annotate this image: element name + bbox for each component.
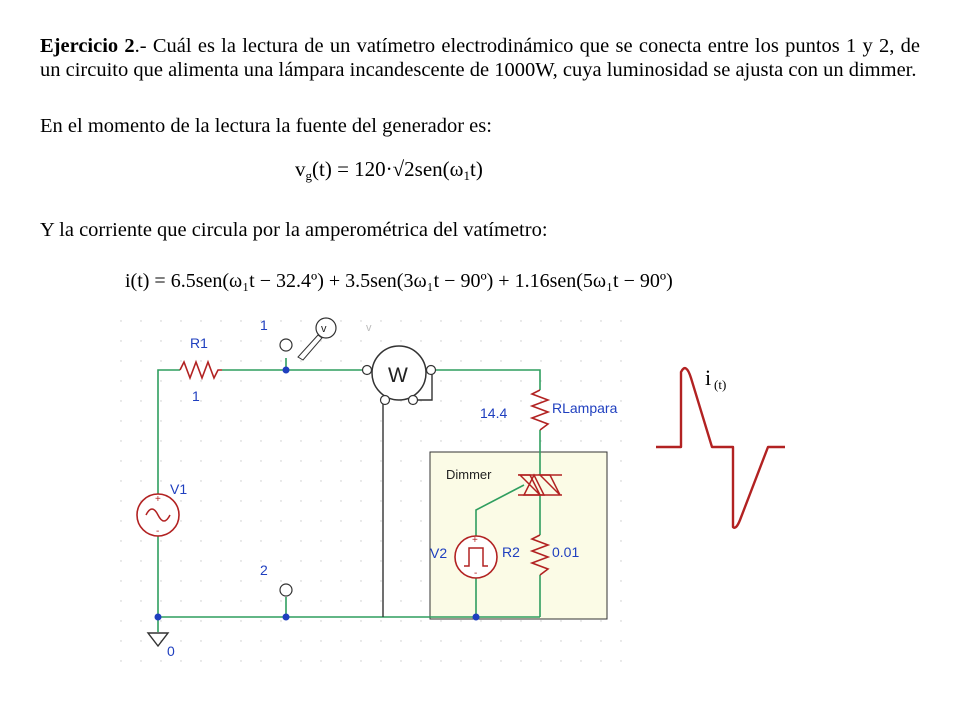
lamp-value: 14.4: [480, 405, 508, 421]
current-equation: i(t) = 6.5sen(ω₁t − 32.4º) + 3.5sen(3ω₁t − 90º) + 1.16sen(5ω₁t − 90º): [125, 270, 673, 292]
r2-value: 0.01: [552, 544, 580, 560]
eq-tail: t): [470, 157, 483, 181]
v1-minus: -: [156, 526, 160, 537]
exercise-title: Ejercicio 2: [40, 35, 135, 57]
exercise-intro-text: .- Cuál es la lectura de un vatímetro electrodinámico que se conecta entre los puntos 1 y 2, de un circuito que alimenta una lámpara incandescente de 1000W, cuya luminosidad se ajusta con un dimmer.: [40, 35, 920, 81]
v2-plus: +: [472, 535, 478, 546]
current-waveform: [656, 368, 785, 528]
ground-label: 0: [167, 643, 175, 659]
probe-ghost: v: [366, 322, 372, 334]
current-line: Y la corriente que circula por la amperométrica del vatímetro:: [40, 219, 548, 241]
r1-value: 1: [192, 388, 200, 404]
eq-sub-1: 1: [463, 168, 470, 183]
probe-label: v: [321, 323, 327, 335]
r2-name: R2: [502, 544, 520, 560]
v2-minus: -: [474, 568, 478, 579]
v1-plus: +: [155, 494, 161, 505]
node2-terminal: [280, 584, 292, 596]
source-line: En el momento de la lectura la fuente del generador es:: [40, 115, 492, 137]
v2-name: V2: [430, 545, 448, 561]
r1-name: R1: [190, 335, 208, 351]
v1-name: V1: [170, 481, 188, 497]
node2-label: 2: [260, 562, 268, 578]
node1-label: 1: [260, 317, 268, 333]
dimmer-label: Dimmer: [446, 467, 492, 482]
waveform-sub: (t): [714, 377, 727, 392]
waveform-label: i: [705, 365, 712, 390]
eq-sub-g: g: [305, 168, 312, 183]
eq-v: v: [295, 157, 306, 181]
lamp-name: RLampara: [552, 400, 618, 416]
node1-terminal: [280, 339, 292, 351]
wattmeter-label: W: [388, 364, 408, 387]
eq-body: (t) = 120·√2sen(ω: [312, 157, 464, 181]
